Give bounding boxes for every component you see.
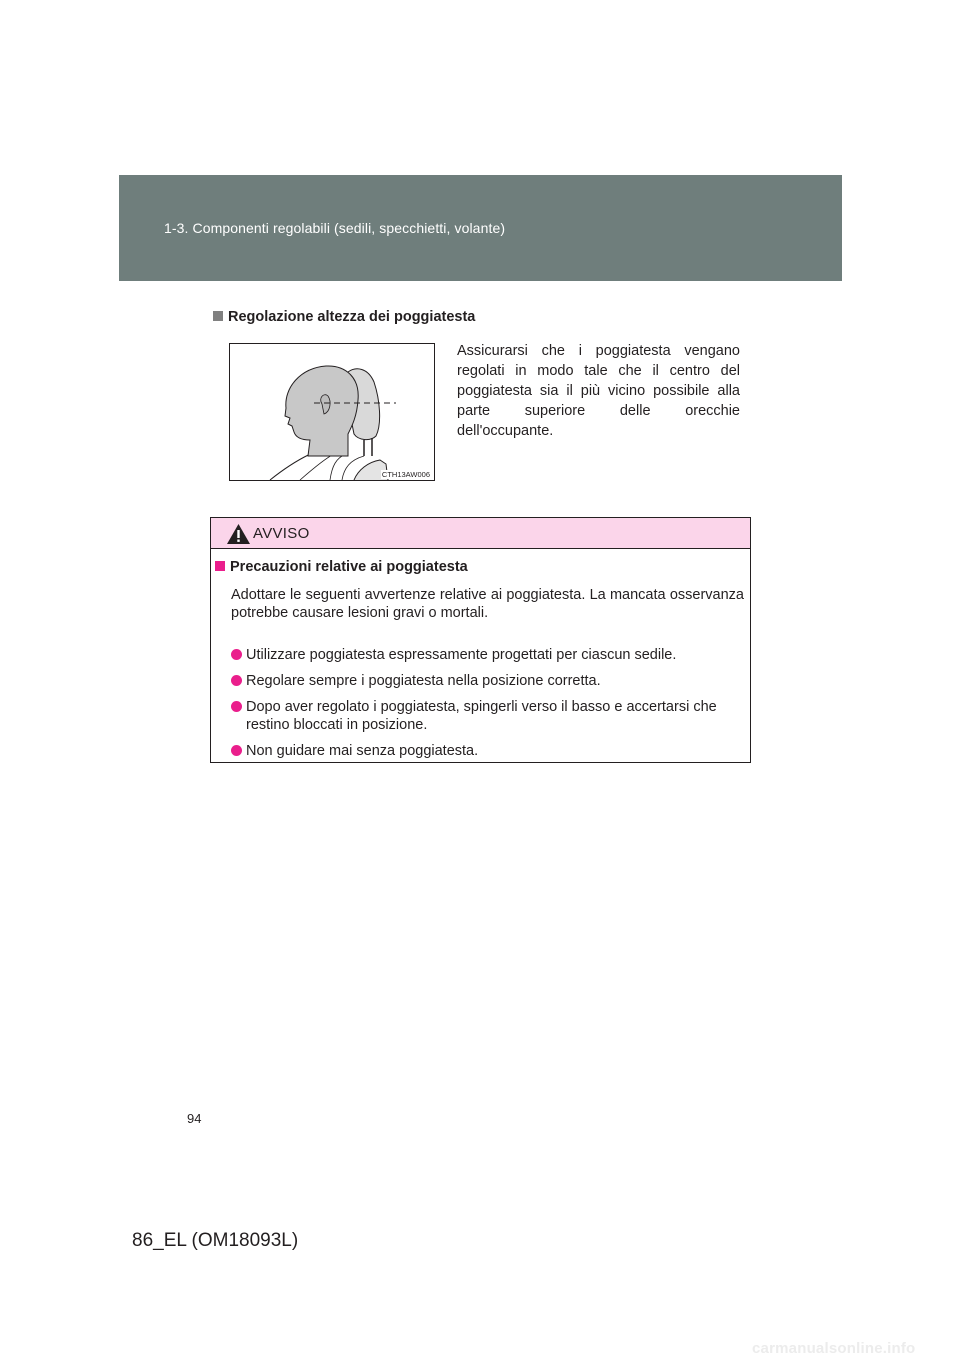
watermark: carmanualsonline.info [752, 1340, 916, 1357]
section-heading [213, 309, 475, 325]
warning-bullet [231, 646, 744, 664]
bullet-text: Utilizzare poggiatesta espressamente progettati per ciascun sedile. [246, 647, 677, 663]
magenta-square-icon [215, 561, 225, 571]
warning-title: AVVISO [253, 525, 310, 542]
bullet-dot-icon [231, 701, 242, 712]
bullet-text: Dopo aver regolato i poggiatesta, spingerli verso il basso e accertarsi che restino bloccati in posizione. [246, 699, 717, 733]
page-number: 94 [187, 1111, 202, 1126]
bullet-dot-icon [231, 675, 242, 686]
warning-intro: Adottare le seguenti avvertenze relative ai poggiatesta. La mancata osservanza potrebbe causare lesioni gravi o mortali. [231, 587, 744, 621]
warning-bullet [231, 698, 744, 734]
manual-code: 86_EL (OM18093L) [132, 1230, 299, 1251]
breadcrumb: 1-3. Componenti regolabili (sedili, specchietti, volante) [164, 220, 506, 236]
warning-box [210, 517, 751, 763]
warning-heading-text: Precauzioni relative ai poggiatesta [230, 559, 468, 575]
figure-code: CTH13AW006 [381, 470, 430, 479]
section-heading-text: Regolazione altezza dei poggiatesta [228, 309, 476, 325]
heading-square-icon [213, 311, 223, 321]
warning-triangle-icon [226, 523, 251, 545]
warning-header [211, 518, 750, 549]
warning-bullet [231, 742, 744, 760]
header-band [119, 175, 842, 281]
headrest-illustration [229, 343, 435, 481]
headrest-description: Assicurarsi che i poggiatesta vengano regolati in modo tale che il centro del poggiatesta sia il più vicino possibile alla parte superiore delle orecchie dell'occupante. [457, 343, 740, 439]
bullet-dot-icon [231, 649, 242, 660]
warning-heading [215, 559, 468, 575]
bullet-dot-icon [231, 745, 242, 756]
bullet-text: Non guidare mai senza poggiatesta. [246, 743, 479, 759]
bullet-text: Regolare sempre i poggiatesta nella posizione corretta. [246, 673, 601, 689]
warning-bullet [231, 672, 744, 690]
